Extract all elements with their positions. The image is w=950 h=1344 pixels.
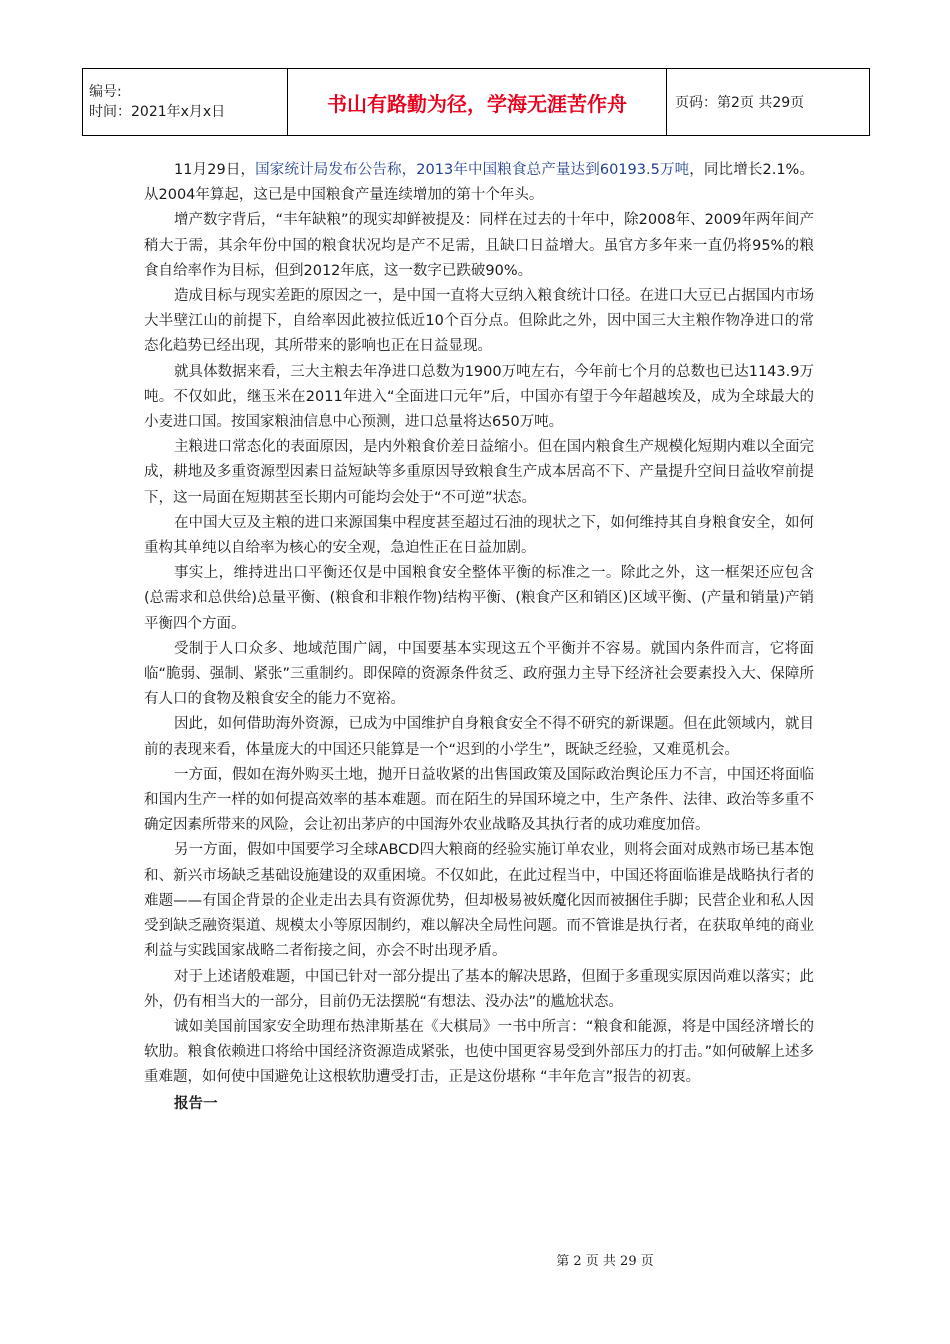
- paragraph-10: 一方面，假如在海外购买土地，抛开日益收紧的出售国政策及国际政治舆论压力不言，中国还将面临和国内生产一样的如何提高效率的基本难题。而在陌生的异国环境之中，生产条件、法律、政治等多重不确定因素所带来的风险，会让初出茅庐的中国海外农业战略及其执行者的成功难度加倍。: [144, 766, 814, 834]
- header-meta: [83, 69, 288, 136]
- paragraph-8: 受制于人口众多、地域范围广阔，中国要基本实现这五个平衡并不容易。就国内条件而言，它将面临“脆弱、强制、紧张”三重制约。即保障的资源条件贫乏、政府强力主导下经济社会要素投入大、保障所有人口的食物及粮食安全的能力不宽裕。: [144, 640, 814, 708]
- paragraph-6: 在中国大豆及主粮的进口来源国集中程度甚至超过石油的现状之下，如何维持其自身粮食安全，如何重构其单纯以自给率为核心的安全观，急迫性正在日益加剧。: [144, 514, 814, 557]
- paragraph-7: 事实上，维持进出口平衡还仅是中国粮食安全整体平衡的标准之一。除此之外，这一框架还应包含(总需求和总供给)总量平衡、(粮食和非粮作物)结构平衡、(粮食产区和销区)区域平衡、(产量和销量)产销平衡四个方面。: [144, 565, 814, 632]
- doc-code-label: 编号:: [89, 84, 122, 100]
- doc-time-label: 时间：2021年x月x日: [89, 104, 226, 120]
- article-body: [144, 158, 814, 1116]
- paragraph-1-post: ，同比增长2.1%。从2004年算起，这已是中国粮食产量连续增加的第十个年头。: [144, 162, 814, 204]
- report-heading: 报告一: [174, 1094, 218, 1112]
- paragraph-2: 增产数字背后，“丰年缺粮”的现实却鲜被提及：同样在过去的十年中，除2008年、2009年两年间产稍大于需，其余年份中国的粮食状况均是产不足需，且缺口日益增大。虽官方多年来一直仍将95%的粮食自给率作为目标，但到2012年底，这一数字已跌破90%。: [144, 212, 814, 279]
- paragraph-9: 因此，如何借助海外资源，已成为中国维护自身粮食安全不得不研究的新课题。但在此领域内，就目前的表现来看，体量庞大的中国还只能算是一个“迟到的小学生”，既缺乏经验，又难觅机会。: [144, 716, 814, 758]
- header-page-info: 页码：第2页 共29页: [667, 69, 870, 136]
- paragraph-1-highlight: 国家统计局发布公告称，2013年中国粮食总产量达到60193.5万吨: [255, 162, 690, 178]
- paragraph-12: 对于上述诸般难题，中国已针对一部分提出了基本的解决思路，但囿于多重现实原因尚难以落实；此外，仍有相当大的一部分，目前仍无法摆脱“有想法、没办法”的尴尬状态。: [144, 968, 814, 1010]
- paragraph-13: 诚如美国前国家安全助理布热津斯基在《大棋局》一书中所言：“粮食和能源，将是中国经济增长的软肋。粮食依赖进口将给中国经济资源造成紧张，也使中国更容易受到外部压力的打击。”如何破解上述多重难题，如何使中国避免让这根软肋遭受打击，正是这份堪称 “丰年危言”报告的初衷。: [144, 1018, 814, 1086]
- paragraph-5: 主粮进口常态化的表面原因，是内外粮食价差日益缩小。但在国内粮食生产规模化短期内难以全面完成，耕地及多重资源型因素日益短缺等多重原因导致粮食生产成本居高不下、产量提升空间日益收窄前提下，这一局面在短期甚至长期内可能均会处于“不可逆”状态。: [144, 439, 814, 506]
- paragraph-3: 造成目标与现实差距的原因之一，是中国一直将大豆纳入粮食统计口径。在进口大豆已占据国内市场大半壁江山的前提下，自给率因此被拉低近10个百分点。但除此之外，因中国三大主粮作物净进口的常态化趋势已经出现，其所带来的影响也正在日益显现。: [144, 288, 814, 355]
- paragraph-1: [144, 158, 814, 208]
- paragraph-1-pre: 11月29日，: [174, 162, 256, 178]
- paragraph-11: 另一方面，假如中国要学习全球ABCD四大粮商的经验实施订单农业，则将会面对成熟市场已基本饱和、新兴市场缺乏基础设施建设的双重困境。不仅如此，在此过程当中，中国还将面临谁是战略执行者的难题——有国企背景的企业走出去具有资源优势，但却极易被妖魔化因而被捆住手脚；民营企业和私人因受到缺乏融资渠道、规模太小等原因制约，难以解决全局性问题。而不管谁是执行者，在获取单纯的商业利益与实践国家战略二者衔接之间，亦会不时出现矛盾。: [144, 842, 814, 960]
- header-table: [82, 68, 870, 136]
- header-motto: 书山有路勤为径，学海无涯苦作舟: [288, 69, 667, 136]
- paragraph-4: 就具体数据来看，三大主粮去年净进口总数为1900万吨左右，今年前七个月的总数也已达1143.9万吨。不仅如此，继玉米在2011年进入“全面进口元年”后，中国亦有望于今年超越埃及，成为全球最大的小麦进口国。按国家粮油信息中心预测，进口总量将达650万吨。: [144, 363, 814, 431]
- page-footer: 第 2 页 共 29 页: [556, 1254, 654, 1269]
